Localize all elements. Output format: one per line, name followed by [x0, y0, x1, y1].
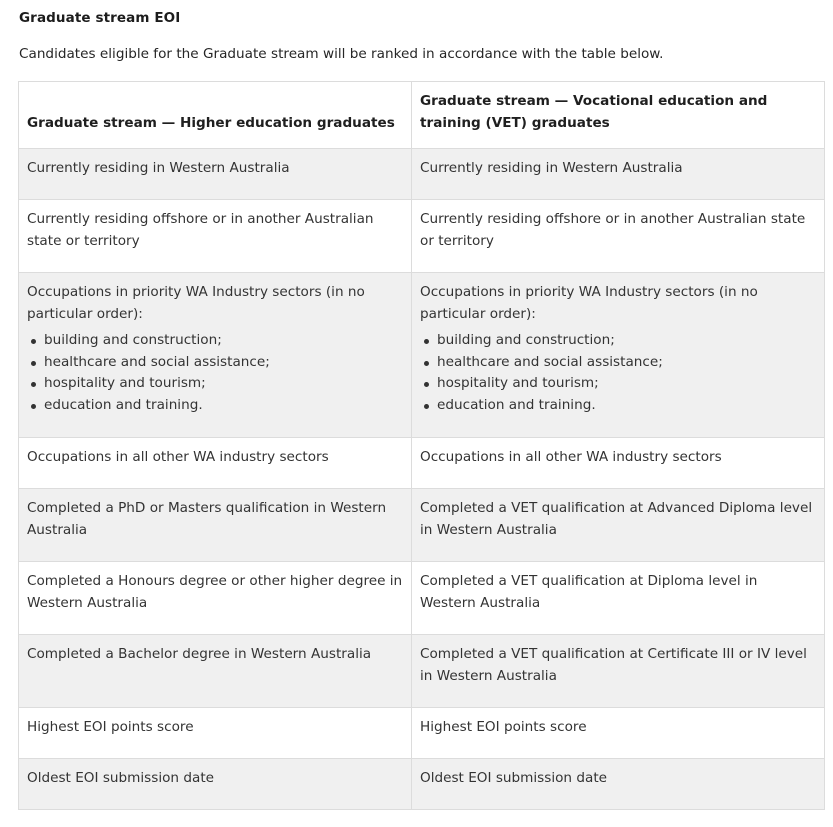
sector-list: [420, 330, 816, 416]
table-cell: Highest EOI points score: [19, 708, 412, 759]
sector-list: [27, 330, 403, 416]
table-cell: Completed a VET qualification at Advanced Diploma level in Western Australia: [412, 489, 825, 562]
table-row: [19, 200, 825, 273]
table-cell: Currently residing in Western Australia: [19, 149, 412, 200]
table-header-row: [19, 82, 825, 149]
list-item: healthcare and social assistance;: [437, 352, 816, 374]
table-row: [19, 759, 825, 810]
priority-sectors-intro: Occupations in priority WA Industry sectors (in no particular order):: [420, 284, 758, 322]
list-item: education and training.: [44, 395, 403, 417]
table-cell: Highest EOI points score: [412, 708, 825, 759]
table-cell: Currently residing in Western Australia: [412, 149, 825, 200]
intro-text: Candidates eligible for the Graduate stream will be ranked in accordance with the table below.: [19, 46, 664, 62]
header-higher-education: Graduate stream — Higher education graduates: [19, 82, 412, 149]
table-cell: Currently residing offshore or in another Australian state or territory: [19, 200, 412, 273]
list-item: education and training.: [437, 395, 816, 417]
table-cell: [412, 273, 825, 438]
table-cell: Occupations in all other WA industry sectors: [19, 438, 412, 489]
table-row: [19, 708, 825, 759]
table-cell: Oldest EOI submission date: [19, 759, 412, 810]
list-item: healthcare and social assistance;: [44, 352, 403, 374]
list-item: building and construction;: [44, 330, 403, 352]
list-item: hospitality and tourism;: [437, 373, 816, 395]
table-cell: Completed a Honours degree or other higher degree in Western Australia: [19, 562, 412, 635]
table-row: [19, 438, 825, 489]
table-row: [19, 489, 825, 562]
table-cell: Completed a VET qualification at Diploma level in Western Australia: [412, 562, 825, 635]
table-row: [19, 635, 825, 708]
ranking-table: [18, 81, 825, 810]
header-vet: Graduate stream — Vocational education and training (VET) graduates: [412, 82, 825, 149]
list-item: building and construction;: [437, 330, 816, 352]
table-row: [19, 562, 825, 635]
table-cell: Completed a PhD or Masters qualification in Western Australia: [19, 489, 412, 562]
page-title: Graduate stream EOI: [19, 10, 181, 26]
table-cell: Currently residing offshore or in another Australian state or territory: [412, 200, 825, 273]
table-cell: [19, 273, 412, 438]
table-row: [19, 273, 825, 438]
table-cell: Completed a Bachelor degree in Western Australia: [19, 635, 412, 708]
priority-sectors-intro: Occupations in priority WA Industry sectors (in no particular order):: [27, 284, 365, 322]
table-row: [19, 149, 825, 200]
table-cell: Completed a VET qualification at Certificate III or IV level in Western Australia: [412, 635, 825, 708]
table-cell: Oldest EOI submission date: [412, 759, 825, 810]
table-cell: Occupations in all other WA industry sectors: [412, 438, 825, 489]
list-item: hospitality and tourism;: [44, 373, 403, 395]
